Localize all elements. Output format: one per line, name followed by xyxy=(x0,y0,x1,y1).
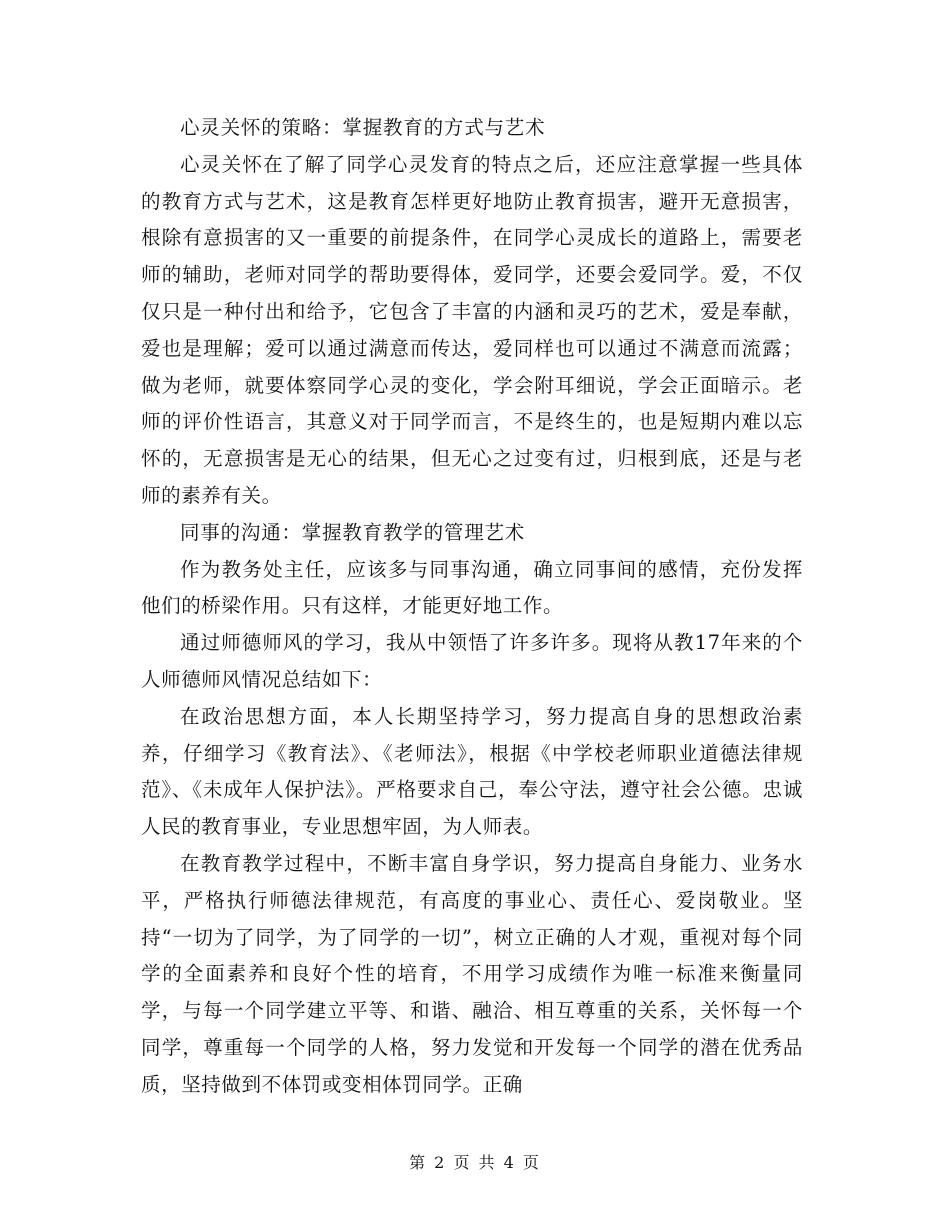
section-heading-care-strategy: 心灵关怀的策略：掌握教育的方式与艺术 xyxy=(180,116,546,139)
section-heading-colleague-communication: 同事的沟通：掌握教育教学的管理艺术 xyxy=(180,520,526,544)
paragraph-colleague-communication: 作为教务处主任，应该多与同事沟通，确立同事间的感情，充份发挥他们的桥梁作用。只有这样，才能更好地工作。 xyxy=(141,557,803,618)
paragraph-care-strategy: 心灵关怀在了解了同学心灵发育的特点之后，还应注意掌握一些具体的教育方式与艺术，这是教育怎样更好地防止教育损害，避开无意损害，根除有意损害的又一重要的前提条件，在同学心灵成长的道路上，需要老师的辅助，老师对同学的帮助要得体，爱同学，还要会爱同学。爱，不仅仅只是一种付出和给予，它包含了丰富的内涵和灵巧的艺术，爱是奉献，爱也是理解；爱可以通过满意而传达，爱同样也可以通过不满意而流露；做为老师，就要体察同学心灵的变化，学会附耳细说，学会正面暗示。老师的评价性语言，其意义对于同学而言，不是终生的，也是短期内难以忘怀的，无意损害是无心的结果，但无心之过变有过，归根到底，还是与老师的素养有关。 xyxy=(141,152,803,507)
paragraph-teaching-process: 在教育教学过程中，不断丰富自身学识，努力提高自身能力、业务水平，严格执行师德法律规范，有高度的事业心、责任心、爱岗敬业。坚持“一切为了同学，为了同学的一切”，树立正确的人才观，重视对每个同学的全面素养和良好个性的培育，不用学习成绩作为唯一标准来衡量同学，与每一个同学建立平等、和谐、融洽、相互尊重的关系，关怀每一个同学，尊重每一个同学的人格，努力发觉和开发每一个同学的潜在优秀品质，坚持做到不体罚或变相体罚同学。正确 xyxy=(141,851,803,1096)
paragraph-summary-intro: 通过师德师风的学习，我从中领悟了许多许多。现将从教17年来的个人师德师风情况总结如下： xyxy=(141,631,803,691)
paragraph-political-thought: 在政治思想方面，本人长期坚持学习，努力提高自身的思想政治素养，仔细学习《教育法》、《老师法》，根据《中学校老师职业道德法律规范》、《未成年人保护法》。严格要求自己，奉公守法，遵守社会公德。忠诚人民的教育事业，专业思想牢固，为人师表。 xyxy=(141,704,803,839)
page-number-footer: 第 2 页 共 4 页 xyxy=(409,1153,541,1172)
document-body xyxy=(141,110,803,1104)
